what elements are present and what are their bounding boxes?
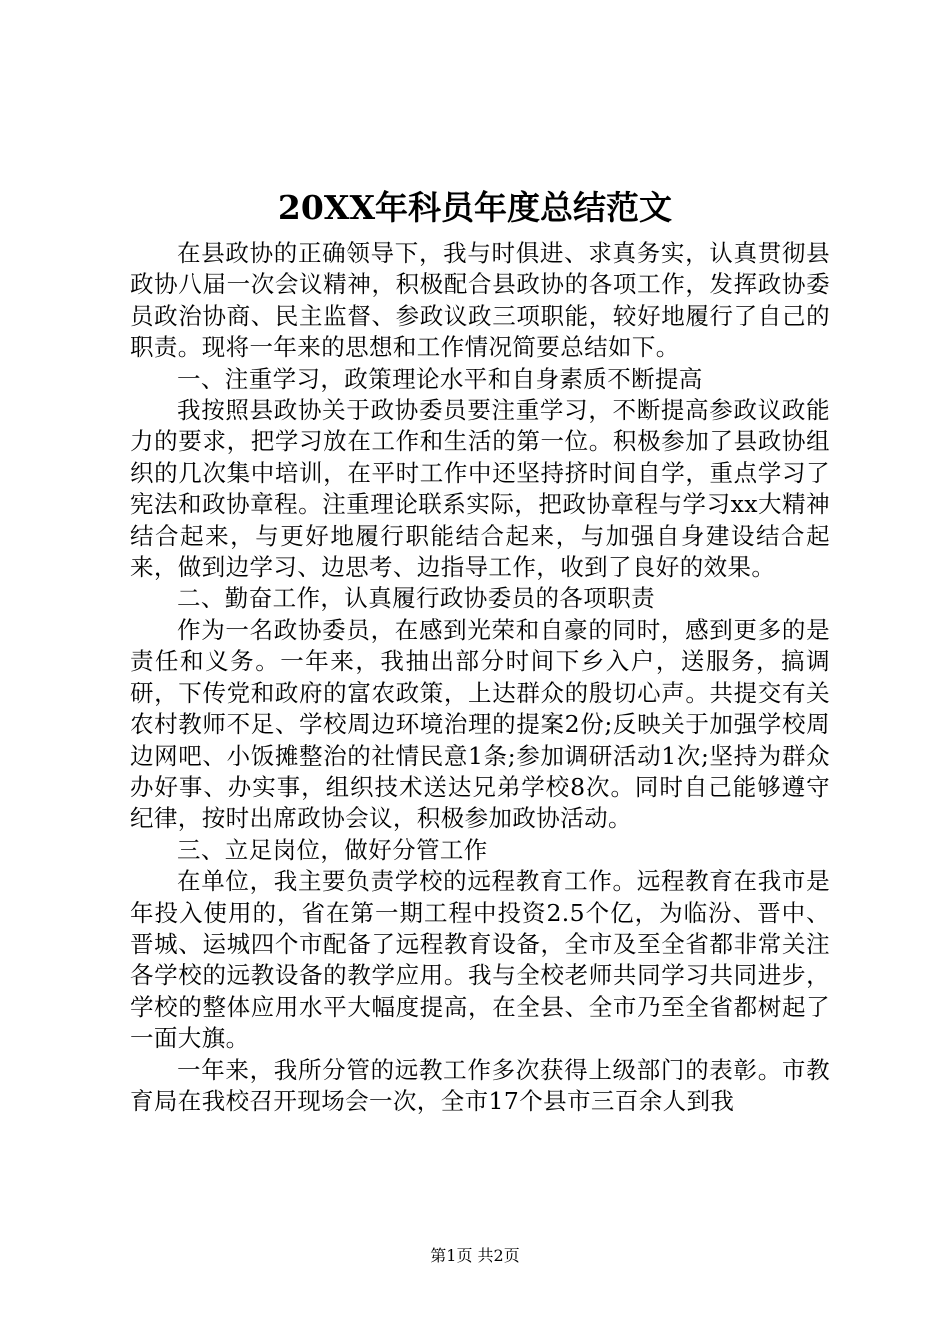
section-heading-2: 二、勤奋工作，认真履行政协委员的各项职责 (177, 584, 655, 613)
paragraph-study: 我按照县政协关于政协委员要注重学习，不断提高参政议政能力的要求，把学习放在工作和生活的第一位。积极参加了县政协组织的几次集中培训，在平时工作中还坚持挤时间自学，重点学习了宪法和政协章程。注重理论联系实际，把政协章程与学习xx大精神结合起来，与更好地履行职能结合起来，与加强自身建设结合起来，做到边学习、边思考、边指导工作，收到了良好的效果。 (130, 396, 830, 582)
page-footer: 第1页 共2页 (430, 1246, 520, 1265)
section-heading-1: 一、注重学习，政策理论水平和自身素质不断提高 (177, 364, 703, 393)
paragraph-duties: 作为一名政协委员，在感到光荣和自豪的同时，感到更多的是责任和义务。一年来，我抽出部分时间下乡入户，送服务，搞调研，下传党和政府的富农政策，上达群众的殷切心声。共提交有关农村教师不足、学校周边环境治理的提案2份;反映关于加强学校周边网吧、小饭摊整治的社情民意1条;参加调研活动1次;坚持为群众办好事、办实事，组织技术送达兄弟学校8次。同时自己能够遵守纪律，按时出席政协会议，积极参加政协活动。 (130, 615, 830, 833)
document-body (130, 238, 830, 1117)
section-heading-3: 三、立足岗位，做好分管工作 (177, 835, 488, 864)
document-title: 20XX年科员年度总结范文 (277, 188, 673, 227)
paragraph-intro: 在县政协的正确领导下，我与时俱进、求真务实，认真贯彻县政协八届一次会议精神，积极配合县政协的各项工作，发挥政协委员政治协商、民主监督、参政议政三项职能，较好地履行了自己的职责。现将一年来的思想和工作情况简要总结如下。 (130, 239, 830, 362)
paragraph-work: 在单位，我主要负责学校的远程教育工作。远程教育在我市是年投入使用的，省在第一期工程中投资2.5个亿，为临汾、晋中、晋城、运城四个市配备了远程教育设备，全市及至全省都非常关注各学校的远教设备的教学应用。我与全校老师共同学习共同进步，学校的整体应用水平大幅度提高，在全县、全市乃至全省都树起了一面大旗。 (130, 867, 830, 1053)
paragraph-achievements: 一年来，我所分管的远教工作多次获得上级部门的表彰。市教育局在我校召开现场会一次，全市17个县市三百余人到我 (130, 1055, 830, 1115)
